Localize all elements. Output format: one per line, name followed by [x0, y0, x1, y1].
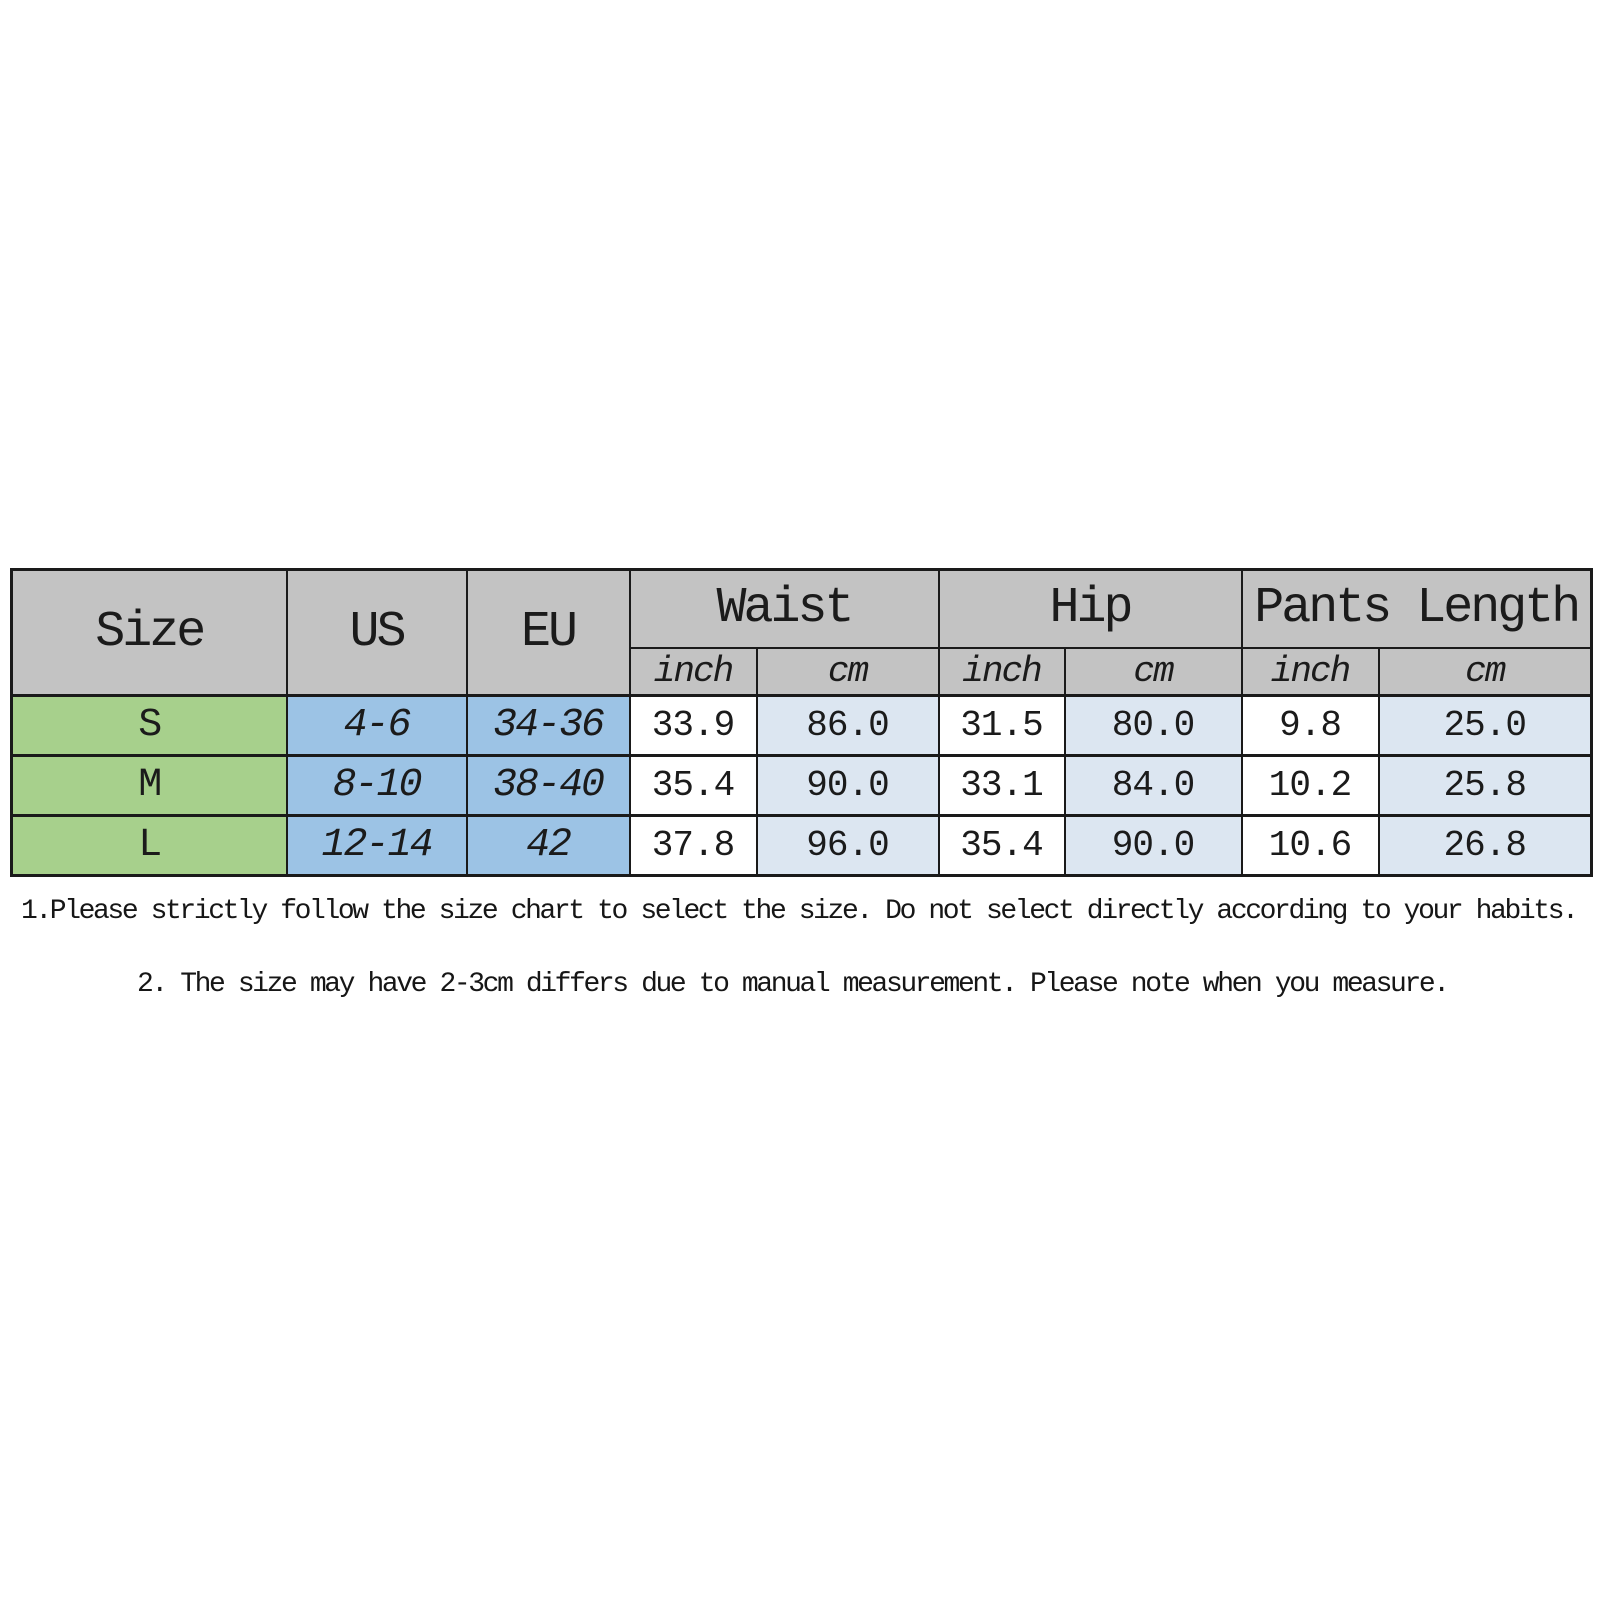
- header-hip: Hip: [939, 570, 1242, 648]
- waist-inch-cell: 37.8: [630, 816, 757, 876]
- unit-hip-cm: cm: [1065, 648, 1242, 696]
- pants-cm-cell: 26.8: [1379, 816, 1592, 876]
- waist-cm-cell: 86.0: [757, 696, 939, 756]
- waist-cm-cell: 90.0: [757, 756, 939, 816]
- hip-inch-cell: 33.1: [939, 756, 1065, 816]
- note-2: 2. The size may have 2-3cm differs due to manual measurement. Please note when you measure.: [137, 969, 1448, 1000]
- hip-cm-cell: 84.0: [1065, 756, 1242, 816]
- table-row-m: [12, 756, 1592, 816]
- waist-cm-cell: 96.0: [757, 816, 939, 876]
- note-1: 1.Please strictly follow the size chart to select the size. Do not select directly according to your habits.: [21, 896, 1577, 927]
- hip-inch-cell: 35.4: [939, 816, 1065, 876]
- pants-cm-cell: 25.0: [1379, 696, 1592, 756]
- pants-inch-cell: 10.6: [1242, 816, 1379, 876]
- pants-cm-cell: 25.8: [1379, 756, 1592, 816]
- table-row-l: [12, 816, 1592, 876]
- unit-pants-inch: inch: [1242, 648, 1379, 696]
- us-cell: 12-14: [287, 816, 467, 876]
- pants-inch-cell: 10.2: [1242, 756, 1379, 816]
- waist-inch-cell: 33.9: [630, 696, 757, 756]
- size-cell: S: [12, 696, 287, 756]
- header-eu: EU: [467, 570, 630, 696]
- unit-waist-cm: cm: [757, 648, 939, 696]
- us-cell: 8-10: [287, 756, 467, 816]
- eu-cell: 42: [467, 816, 630, 876]
- waist-inch-cell: 35.4: [630, 756, 757, 816]
- eu-cell: 38-40: [467, 756, 630, 816]
- header-size: Size: [12, 570, 287, 696]
- unit-waist-inch: inch: [630, 648, 757, 696]
- size-cell: L: [12, 816, 287, 876]
- header-us: US: [287, 570, 467, 696]
- us-cell: 4-6: [287, 696, 467, 756]
- eu-cell: 34-36: [467, 696, 630, 756]
- unit-pants-cm: cm: [1379, 648, 1592, 696]
- header-pants-length: Pants Length: [1242, 570, 1592, 648]
- table-row-s: [12, 696, 1592, 756]
- header-group-row: [12, 570, 1592, 648]
- header-waist: Waist: [630, 570, 939, 648]
- size-chart-table: [10, 568, 1593, 877]
- unit-hip-inch: inch: [939, 648, 1065, 696]
- size-cell: M: [12, 756, 287, 816]
- hip-inch-cell: 31.5: [939, 696, 1065, 756]
- hip-cm-cell: 80.0: [1065, 696, 1242, 756]
- hip-cm-cell: 90.0: [1065, 816, 1242, 876]
- pants-inch-cell: 9.8: [1242, 696, 1379, 756]
